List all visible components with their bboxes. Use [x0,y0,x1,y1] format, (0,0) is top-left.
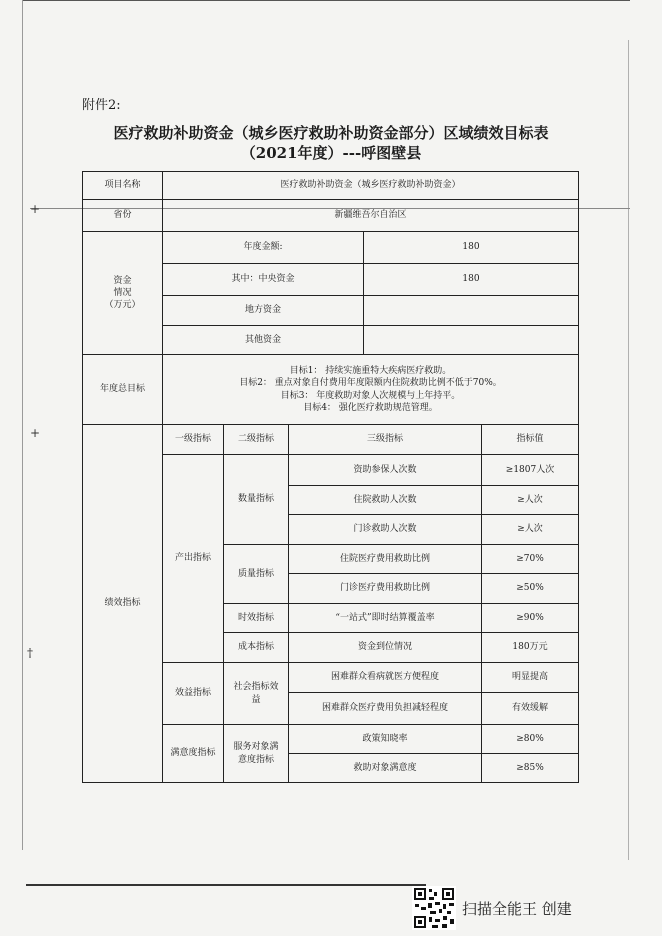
fund-row-name: 其他资金 [163,326,364,355]
indicator-name: 住院救助人次数 [289,486,482,515]
province-label: 省份 [83,200,163,232]
goal-item: 目标4： 强化医疗救助规范管理。 [303,402,438,413]
indicator-name: 资助参保人次数 [289,455,482,486]
province-value: 新疆维吾尔自治区 [163,200,579,232]
indicator-value: ≥70% [482,545,579,574]
indicator-value: ≥80% [482,725,579,754]
indicator-value: ≥1807人次 [482,455,579,486]
annual-goal-list [163,355,579,425]
indicator-value: ≥50% [482,574,579,604]
scan-top-edge [22,0,630,1]
goal-item: 目标3： 年度救助对象人次规模与上年持平。 [280,390,461,401]
social-benefit-indicator [224,663,289,725]
header-level1: 一级指标 [163,425,224,455]
indicator-value: 180万元 [482,633,579,663]
attachment-label: 附件2: [82,98,121,113]
indicator-name: 资金到位情况 [289,633,482,663]
quality-indicator: 质量指标 [224,545,289,604]
fund-row-value: 180 [364,232,579,264]
funds-label-line: 资金 [113,275,132,286]
performance-indicator-label: 绩效指标 [83,425,163,783]
service-satisfaction-line: 服务对象满 [233,742,279,753]
project-name-label: 项目名称 [83,172,163,200]
fund-row-value [364,296,579,326]
annual-goal-label: 年度总目标 [83,355,163,425]
funds-label-line: （万元） [104,300,141,311]
fund-row-value: 180 [364,264,579,296]
fund-row-name: 地方资金 [163,296,364,326]
output-indicator: 产出指标 [163,455,224,663]
header-level2: 二级指标 [224,425,289,455]
document-title: 医疗救助补助资金（城乡医疗救助补助资金部分）区域绩效目标表 [113,124,549,142]
header-value: 指标值 [482,425,579,455]
funds-label [83,232,163,355]
fund-row-value [364,326,579,355]
goal-item: 目标1： 持续实施重特大疾病医疗救助。 [289,366,452,377]
indicator-value: ≥人次 [482,486,579,515]
indicator-name: 困难群众看病就医方便程度 [289,663,482,693]
indicator-value: ≥人次 [482,515,579,545]
service-satisfaction-indicator [224,725,289,783]
social-benefit-line: 益 [251,694,261,705]
social-benefit-line: 社会指标效 [233,682,279,693]
indicator-name: 门诊救助人次数 [289,515,482,545]
indicator-value: ≥90% [482,604,579,633]
quantity-indicator: 数量指标 [224,455,289,545]
indicator-name: 门诊医疗费用救助比例 [289,574,482,604]
satisfaction-indicator: 满意度指标 [163,725,224,783]
indicator-value: ≥85% [482,754,579,783]
performance-target-table [82,171,579,783]
cost-indicator: 成本指标 [224,633,289,663]
benefit-indicator: 效益指标 [163,663,224,725]
project-name-value: 医疗救助补助资金（城乡医疗救助补助资金） [163,172,579,200]
timeliness-indicator: 时效指标 [224,604,289,633]
document-subtitle: （2021年度）---呼图壁县 [240,144,422,162]
service-satisfaction-line: 意度指标 [237,754,274,765]
scan-tick-mark: + [30,426,41,440]
scan-tick-mark: + [30,202,41,216]
indicator-name: “一站式”即时结算覆盖率 [289,604,482,633]
indicator-name: 政策知晓率 [289,725,482,754]
qr-code-icon [412,886,456,930]
indicator-name: 困难群众医疗费用负担减轻程度 [289,693,482,725]
scan-right-edge [628,40,629,860]
footer-divider [26,884,426,886]
indicator-name: 救助对象满意度 [289,754,482,783]
fund-row-name: 年度金额: [163,232,364,264]
header-level3: 三级指标 [289,425,482,455]
fund-row-name: 其中：中央资金 [163,264,364,296]
scan-tick-mark: † [27,646,33,660]
goal-item: 目标2： 重点对象自付费用年度限额内住院救助比例不低于70%。 [239,378,502,389]
indicator-value: 明显提高 [482,663,579,693]
funds-label-line: 情况 [113,287,132,298]
scanner-brand-watermark: 扫描全能王 创建 [462,900,572,918]
indicator-name: 住院医疗费用救助比例 [289,545,482,574]
indicator-value: 有效缓解 [482,693,579,725]
